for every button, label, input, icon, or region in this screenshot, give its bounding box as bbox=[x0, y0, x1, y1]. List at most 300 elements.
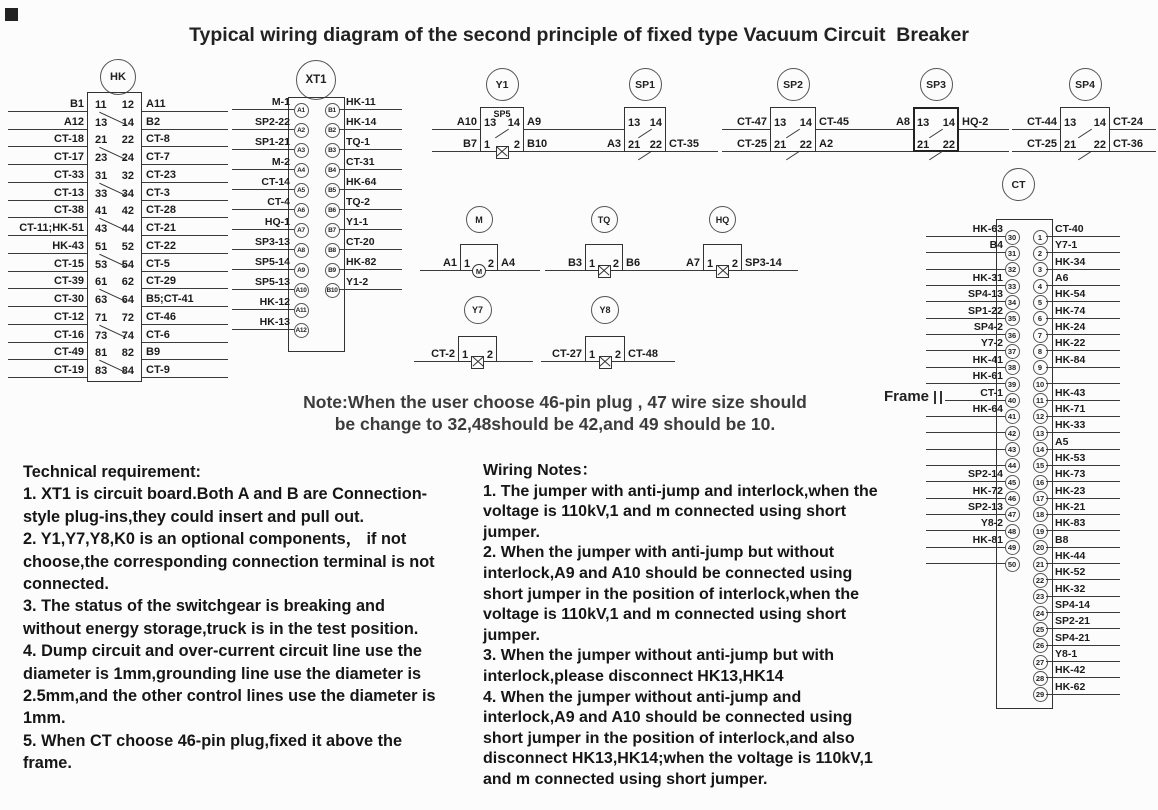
wiring-notes-items bbox=[483, 482, 885, 791]
ct-pin: 26 bbox=[1033, 638, 1048, 653]
wiring-note-item: 3. When the jumper without anti-jump but with interlock,please disconnect HK13,HK14 bbox=[483, 647, 835, 685]
relay-pin-numbers bbox=[460, 258, 498, 276]
relay-left-label: CT-47 bbox=[722, 116, 770, 130]
ct-pin: 14 bbox=[1033, 442, 1048, 457]
relay-pin-number: 1 bbox=[462, 349, 469, 361]
ct-right-wire-label: HK-74 bbox=[1046, 305, 1120, 319]
xt1-pin: A3 bbox=[294, 143, 309, 158]
hk-pin-number: 13 bbox=[95, 116, 108, 129]
note-text bbox=[240, 392, 870, 435]
coil-icon bbox=[496, 146, 509, 159]
page-title: Typical wiring diagram of the second principle of fixed type Vacuum Circuit Breaker bbox=[189, 24, 969, 46]
ct-pin: 17 bbox=[1033, 491, 1048, 506]
hk-row bbox=[8, 236, 230, 254]
relay-right-label: CT-35 bbox=[666, 138, 718, 152]
relay-right-label: CT-36 bbox=[1110, 138, 1156, 152]
relay-circle-label: SP2 bbox=[777, 68, 810, 101]
xt1-pin: B2 bbox=[325, 123, 340, 138]
relay-pin-number: 22 bbox=[799, 139, 812, 151]
ct-pin: 4 bbox=[1033, 279, 1048, 294]
ct-pin: 13 bbox=[1033, 426, 1048, 441]
ct-pin: 16 bbox=[1033, 475, 1048, 490]
hk-row bbox=[8, 343, 230, 361]
relay-pin-number: 13 bbox=[917, 116, 930, 129]
technical-requirements bbox=[23, 461, 444, 775]
relay-hq bbox=[663, 206, 798, 277]
ct-pin: 36 bbox=[1005, 328, 1020, 343]
relay-pin-number: 1 bbox=[707, 258, 714, 270]
hk-left-label: CT-15 bbox=[8, 258, 87, 272]
hk-right-label: CT-23 bbox=[142, 169, 228, 183]
ct-pin: 18 bbox=[1033, 507, 1048, 522]
relay-pin-numbers bbox=[770, 117, 816, 130]
hk-left-label: CT-11;HK-51 bbox=[8, 222, 87, 236]
scan-artifact-square bbox=[5, 8, 18, 21]
xt1-a-wire-label: SP5-13 bbox=[232, 276, 294, 290]
relay-mid-label: SP5 bbox=[493, 108, 511, 119]
ct-left-wire-label bbox=[926, 452, 1006, 466]
hk-right-label: CT-3 bbox=[142, 187, 228, 201]
ct-right-wire-label: HK-21 bbox=[1046, 501, 1120, 515]
ct-left-wire-label: SP2-13 bbox=[926, 501, 1006, 515]
ct-pin: 9 bbox=[1033, 360, 1048, 375]
ct-right-wire-label: HK-34 bbox=[1046, 256, 1120, 270]
note-line-1: Note:When the user choose 46-pin plug , 47 wire size should bbox=[303, 392, 807, 412]
hk-pin-number: 52 bbox=[121, 240, 134, 253]
xt1-pin: B10 bbox=[325, 283, 340, 298]
hk-left-label: CT-12 bbox=[8, 311, 87, 325]
xt1-b-wire-label: Y1-1 bbox=[339, 216, 402, 230]
hk-connector-label: HK bbox=[100, 59, 136, 95]
xt1-b-wire-label: HK-14 bbox=[339, 116, 402, 130]
relay-row bbox=[432, 130, 576, 153]
xt1-pin: B8 bbox=[325, 243, 340, 258]
hk-right-label: CT-46 bbox=[142, 311, 228, 325]
xt1-pin: B3 bbox=[325, 143, 340, 158]
relay-row bbox=[663, 244, 798, 271]
relay-pin-numbers bbox=[585, 349, 625, 362]
hk-left-label: CT-39 bbox=[8, 275, 87, 289]
coil-icon bbox=[716, 265, 729, 278]
relay-pin-number: 21 bbox=[774, 139, 787, 151]
ct-pin: 49 bbox=[1005, 540, 1020, 555]
hk-pin-number: 42 bbox=[121, 205, 134, 218]
note-line-2: be change to 32,48should be 42,and 49 should be 10. bbox=[334, 413, 776, 434]
hk-right-label: CT-21 bbox=[142, 222, 228, 236]
technical-requirement-item: 1. XT1 is circuit board.Both A and B are Connection-style plug-ins,they could insert and pull out. bbox=[23, 485, 428, 526]
hk-right-label: CT-22 bbox=[142, 240, 228, 254]
relay-right-label: B6 bbox=[623, 257, 665, 271]
relay-left-label: A8 bbox=[865, 116, 913, 130]
ct-right-wire-label: HK-52 bbox=[1046, 566, 1120, 580]
relay-pin-numbers bbox=[480, 139, 524, 152]
relay-row bbox=[420, 244, 540, 276]
relay-left-label: A3 bbox=[576, 138, 624, 152]
ct-pin: 21 bbox=[1033, 557, 1048, 572]
relay-pin-number: 2 bbox=[487, 258, 494, 270]
relay-left-label: CT-27 bbox=[541, 348, 585, 362]
relay-pin-number: 2 bbox=[612, 258, 619, 270]
hk-pin-number: 83 bbox=[95, 365, 108, 377]
hk-right-label: CT-7 bbox=[142, 151, 228, 165]
relay-row bbox=[576, 130, 718, 153]
hk-right-label: B9 bbox=[142, 346, 228, 360]
relay-sp2 bbox=[722, 68, 866, 158]
relay-pin-numbers bbox=[703, 258, 742, 271]
motor-icon: M bbox=[472, 264, 486, 278]
ct-pin: 46 bbox=[1005, 491, 1020, 506]
relay-rows bbox=[545, 244, 665, 271]
coil-icon bbox=[599, 356, 612, 369]
relay-pin-number: 14 bbox=[649, 116, 662, 129]
ct-pin: 39 bbox=[1005, 377, 1020, 392]
ct-left-wire-label: HK-64 bbox=[926, 403, 1006, 417]
ct-pin: 3 bbox=[1033, 262, 1048, 277]
ct-left-wire-label bbox=[926, 436, 1006, 450]
ct-left-wire-label: HK-72 bbox=[926, 485, 1006, 499]
hk-pin-numbers bbox=[87, 241, 142, 254]
ct-right-wire-label: HK-73 bbox=[1046, 468, 1120, 482]
ct-right-wire-label: Y8-1 bbox=[1046, 648, 1120, 662]
hk-pin-number: 54 bbox=[121, 258, 134, 271]
hk-pin-numbers bbox=[87, 170, 142, 183]
xt1-b-wire-label: Y1-2 bbox=[339, 276, 402, 290]
relay-pin-numbers bbox=[624, 139, 666, 152]
relay-pin-number: 14 bbox=[507, 116, 520, 129]
xt1-pin: A2 bbox=[294, 123, 309, 138]
relay-right-label bbox=[497, 361, 533, 362]
relay-circle-label: Y1 bbox=[486, 68, 519, 101]
relay-right-label: B10 bbox=[524, 138, 576, 152]
relay-circle-label: TQ bbox=[591, 206, 618, 233]
xt1-a-wire-label: CT-14 bbox=[232, 176, 294, 190]
hk-left-label: CT-19 bbox=[8, 364, 87, 378]
relay-tq bbox=[545, 206, 665, 277]
relay-pin-number: 21 bbox=[628, 139, 641, 151]
xt1-pin: B9 bbox=[325, 263, 340, 278]
xt1-pin: B6 bbox=[325, 203, 340, 218]
relay-y7 bbox=[414, 296, 533, 368]
relay-row bbox=[545, 244, 665, 271]
ct-pin: 6 bbox=[1033, 311, 1048, 326]
relay-pin-number: 21 bbox=[917, 139, 930, 151]
contact-blade-icon bbox=[929, 151, 943, 161]
hk-pin-number: 72 bbox=[121, 311, 134, 324]
relay-pin-numbers bbox=[913, 117, 959, 130]
contact-blade-icon bbox=[638, 151, 652, 161]
xt1-a-wire-label: HQ-1 bbox=[232, 216, 294, 230]
relay-left-label: A10 bbox=[432, 116, 480, 130]
xt1-b-wire-label: HK-82 bbox=[339, 256, 402, 270]
xt1-a-wire-label: M-1 bbox=[232, 96, 294, 110]
xt1-connector-label: XT1 bbox=[296, 60, 336, 100]
hk-pin-number: 31 bbox=[95, 169, 108, 182]
hk-right-label: CT-29 bbox=[142, 275, 228, 289]
hk-right-label: CT-6 bbox=[142, 329, 228, 343]
ct-right-wire-label: HK-62 bbox=[1046, 681, 1120, 695]
wiring-notes-heading: Wiring Notes： bbox=[483, 462, 598, 479]
hk-left-label: CT-38 bbox=[8, 204, 87, 218]
hk-pin-number: 82 bbox=[121, 347, 134, 360]
xt1-a-wire-label: HK-13 bbox=[232, 316, 294, 330]
ct-right-wire-label: HK-84 bbox=[1046, 354, 1120, 368]
xt1-pin: B5 bbox=[325, 183, 340, 198]
relay-pin-number: 2 bbox=[486, 349, 493, 361]
ct-left-wire-label: Y8-2 bbox=[926, 517, 1006, 531]
xt1-a-wire-label: SP2-22 bbox=[232, 116, 294, 130]
ct-pin: 20 bbox=[1033, 540, 1048, 555]
hk-left-label: CT-33 bbox=[8, 169, 87, 183]
relay-m bbox=[420, 206, 540, 277]
ct-right-wire-label: HK-53 bbox=[1046, 452, 1120, 466]
ct-left-wire-label: SP1-22 bbox=[926, 305, 1006, 319]
hk-pin-number: 64 bbox=[121, 294, 134, 306]
ct-pin: 45 bbox=[1005, 475, 1020, 490]
ct-pin: 29 bbox=[1033, 687, 1048, 702]
relay-row bbox=[541, 336, 675, 362]
relay-row bbox=[722, 107, 866, 130]
xt1-pin: A7 bbox=[294, 223, 309, 238]
relay-pin-number: 22 bbox=[942, 139, 955, 151]
wiring-note-item: 1. The jumper with anti-jump and interlock,when the voltage is 110kV,1 and m connected using short jumper. bbox=[483, 482, 878, 541]
relay-y1 bbox=[432, 68, 576, 158]
relay-rows bbox=[414, 336, 533, 362]
coil-icon bbox=[598, 265, 611, 278]
relay-left-label: B3 bbox=[545, 257, 585, 271]
relay-pin-numbers bbox=[1060, 139, 1110, 152]
ct-pin: 32 bbox=[1005, 262, 1020, 277]
relay-pin-number: 1 bbox=[464, 258, 471, 270]
hk-pin-number: 14 bbox=[121, 116, 134, 129]
ct-right-wire-label: B8 bbox=[1046, 534, 1120, 548]
ct-pin: 15 bbox=[1033, 458, 1048, 473]
relay-left-label bbox=[576, 129, 624, 130]
ct-left-wire-label: CT-1 bbox=[945, 387, 1006, 401]
hk-left-label: CT-17 bbox=[8, 151, 87, 165]
relay-circle-label: Y8 bbox=[591, 296, 619, 324]
relay-left-label bbox=[865, 151, 913, 152]
relay-pin-numbers bbox=[913, 139, 959, 152]
ct-right-wire-label: SP4-21 bbox=[1046, 632, 1120, 646]
relay-right-label: CT-24 bbox=[1110, 116, 1156, 130]
xt1-pin: A12 bbox=[294, 323, 309, 338]
relay-row bbox=[432, 107, 576, 130]
ct-left-wire-label bbox=[926, 550, 1006, 564]
hk-left-label: CT-13 bbox=[8, 187, 87, 201]
ct-right-wire-label: HK-42 bbox=[1046, 664, 1120, 678]
technical-requirement-item: 3. The status of the switchgear is breaking and without energy storage,truck is in the test position. bbox=[23, 597, 419, 638]
ct-right-wire-label: HK-24 bbox=[1046, 321, 1120, 335]
relay-pin-number: 13 bbox=[1064, 116, 1077, 129]
wiring-note-item: 2. When the jumper with anti-jump but without interlock,A9 and A10 should be connected using short jumper in the position of interlock,when the voltage is 110kV,1 and m connected using short jumper. bbox=[483, 544, 860, 644]
technical-requirement-item: 4. Dump circuit and over-current circuit line use the diameter is 1mm,grounding line use the diameter is 2.5mm,and the other control lines use the diameter is 1mm. bbox=[23, 642, 436, 728]
ct-pin: 22 bbox=[1033, 573, 1048, 588]
relay-pin-number: 13 bbox=[628, 116, 641, 129]
hk-left-label: B1 bbox=[8, 98, 87, 112]
relay-pin-numbers bbox=[458, 349, 497, 362]
relay-pin-number: 14 bbox=[1093, 116, 1106, 129]
ct-pin: 40 bbox=[1005, 393, 1020, 408]
hk-pin-number: 33 bbox=[95, 187, 108, 200]
ct-left-wire-label bbox=[926, 256, 1006, 270]
relay-pin-number: 21 bbox=[1064, 139, 1077, 151]
hk-pin-numbers bbox=[87, 99, 142, 112]
hk-connector-block bbox=[8, 71, 230, 392]
relay-circle-label: Y7 bbox=[464, 296, 492, 324]
relay-right-label: A4 bbox=[498, 257, 540, 271]
hk-pin-numbers bbox=[87, 276, 142, 289]
hk-right-label: CT-5 bbox=[142, 258, 228, 272]
relay-pin-number: 13 bbox=[774, 116, 787, 129]
relay-row bbox=[414, 336, 533, 362]
ct-pin: 44 bbox=[1005, 458, 1020, 473]
hk-pin-number: 32 bbox=[121, 169, 134, 182]
relay-left-label: A1 bbox=[420, 257, 460, 271]
hk-pin-number: 43 bbox=[95, 223, 108, 235]
technical-requirements-items bbox=[23, 483, 444, 774]
ct-pin: 30 bbox=[1005, 230, 1020, 245]
relay-circle-label: M bbox=[466, 206, 493, 233]
ct-left-wire-label: HK-61 bbox=[926, 370, 1006, 384]
xt1-pin: B7 bbox=[325, 223, 340, 238]
hk-right-label: CT-8 bbox=[142, 133, 228, 147]
relay-y8 bbox=[541, 296, 675, 368]
relay-pin-number: 1 bbox=[589, 258, 596, 270]
hk-left-label: CT-30 bbox=[8, 293, 87, 307]
ct-right-wire-label: SP4-14 bbox=[1046, 599, 1120, 613]
ct-pin: 28 bbox=[1033, 671, 1048, 686]
ct-left-wire-label bbox=[926, 419, 1006, 433]
xt1-a-wire-label: HK-12 bbox=[232, 296, 294, 310]
ct-pin: 48 bbox=[1005, 524, 1020, 539]
xt1-a-wire-label: M-2 bbox=[232, 156, 294, 170]
xt1-pin: B4 bbox=[325, 163, 340, 178]
ct-connector-label: CT bbox=[1002, 168, 1035, 201]
hk-left-label: HK-43 bbox=[8, 240, 87, 254]
relay-pin-numbers bbox=[770, 139, 816, 152]
ct-right-wire-label bbox=[1046, 370, 1120, 384]
ct-pin: 5 bbox=[1033, 295, 1048, 310]
xt1-b-wire-label: HK-64 bbox=[339, 176, 402, 190]
ct-pin: 2 bbox=[1033, 246, 1048, 261]
xt1-pin: A5 bbox=[294, 183, 309, 198]
ct-pin: 24 bbox=[1033, 606, 1048, 621]
hk-pin-number: 62 bbox=[121, 276, 134, 289]
hk-row bbox=[8, 201, 230, 219]
ct-right-wire-label: Y7-1 bbox=[1046, 239, 1120, 253]
ct-pin: 33 bbox=[1005, 279, 1020, 294]
relay-right-label: CT-45 bbox=[816, 116, 866, 130]
relay-rows bbox=[865, 107, 1009, 152]
relay-pin-numbers bbox=[1060, 117, 1110, 130]
hk-row bbox=[8, 272, 230, 290]
xt1-pin: A11 bbox=[294, 303, 309, 318]
ct-pin: 1 bbox=[1033, 230, 1048, 245]
hk-pin-number: 81 bbox=[95, 347, 108, 360]
ct-left-wire-label: HK-31 bbox=[926, 272, 1006, 286]
ct-right-wire-label: HK-23 bbox=[1046, 485, 1120, 499]
relay-pin-number: 1 bbox=[589, 349, 596, 361]
hk-pin-number: 63 bbox=[95, 294, 108, 306]
relay-left-label: A7 bbox=[663, 257, 703, 271]
hk-pin-number: 84 bbox=[121, 365, 134, 377]
relay-left-label: CT-44 bbox=[1012, 116, 1060, 130]
hk-row bbox=[8, 130, 230, 148]
ct-pin: 50 bbox=[1005, 557, 1020, 572]
ct-pin: 8 bbox=[1033, 344, 1048, 359]
xt1-b-wire-label: HK-11 bbox=[339, 96, 402, 110]
relay-pin-number: 1 bbox=[484, 139, 491, 151]
contact-blade-icon bbox=[1078, 151, 1092, 161]
hk-pin-numbers bbox=[87, 312, 142, 325]
relay-row bbox=[865, 107, 1009, 130]
ct-left-wire-label: Y7-2 bbox=[926, 337, 1006, 351]
hk-pin-number: 71 bbox=[95, 311, 108, 324]
relay-right-label: A9 bbox=[524, 116, 576, 130]
ct-left-wire-label: HK-63 bbox=[926, 223, 1006, 237]
relay-pin-number: 2 bbox=[614, 349, 621, 361]
ct-right-wire-label: HK-22 bbox=[1046, 337, 1120, 351]
wiring-notes bbox=[483, 461, 885, 791]
xt1-a-wire-label: CT-4 bbox=[232, 196, 294, 210]
ct-right-wire-label: A6 bbox=[1046, 272, 1120, 286]
hk-pin-number: 74 bbox=[121, 329, 134, 342]
relay-pin-number: 22 bbox=[649, 139, 662, 151]
relay-sp4 bbox=[1012, 68, 1156, 158]
ct-pin: 35 bbox=[1005, 311, 1020, 326]
ct-pin: 27 bbox=[1033, 655, 1048, 670]
relay-pin-number: 13 bbox=[484, 116, 497, 129]
technical-requirements-heading: Technical requirement: bbox=[23, 463, 201, 481]
relay-pin-numbers bbox=[624, 117, 666, 130]
hk-pin-number: 61 bbox=[95, 276, 108, 289]
xt1-pin: A10 bbox=[294, 283, 309, 298]
ct-left-wire-label: B4 bbox=[926, 239, 1006, 253]
hk-pin-number: 41 bbox=[95, 205, 108, 218]
relay-rows bbox=[663, 244, 798, 271]
relay-left-label: CT-25 bbox=[722, 138, 770, 152]
hk-pin-number: 34 bbox=[121, 187, 134, 200]
relay-circle-label: SP3 bbox=[920, 68, 953, 101]
relay-right-label: SP3-14 bbox=[742, 257, 798, 271]
ct-pin: 10 bbox=[1033, 377, 1048, 392]
contact-blade-icon bbox=[786, 151, 800, 161]
relay-row bbox=[1012, 107, 1156, 130]
hk-pin-number: 21 bbox=[95, 134, 108, 147]
hk-pin-number: 11 bbox=[95, 98, 107, 111]
hk-pin-numbers bbox=[87, 347, 142, 360]
relay-right-label: HQ-2 bbox=[959, 116, 1009, 130]
relay-circle-label: SP1 bbox=[629, 68, 662, 101]
ct-right-wire-label: SP2-21 bbox=[1046, 615, 1120, 629]
hk-left-label: CT-49 bbox=[8, 346, 87, 360]
ct-connector-block bbox=[880, 166, 1142, 731]
ct-pin: 42 bbox=[1005, 426, 1020, 441]
xt1-pin: A1 bbox=[294, 103, 309, 118]
relay-pin-number: 2 bbox=[513, 139, 520, 151]
hk-right-label: CT-28 bbox=[142, 204, 228, 218]
hk-right-label: B5;CT-41 bbox=[142, 293, 228, 307]
xt1-connector-block bbox=[230, 60, 410, 360]
ct-right-wire-label: HK-32 bbox=[1046, 583, 1120, 597]
xt1-pin: A4 bbox=[294, 163, 309, 178]
ct-pin: 38 bbox=[1005, 360, 1020, 375]
relay-left-label: CT-2 bbox=[414, 348, 458, 362]
relay-right-label bbox=[959, 151, 1009, 152]
relay-rows bbox=[576, 107, 718, 152]
ct-pin: 34 bbox=[1005, 295, 1020, 310]
ct-left-wire-label: HK-41 bbox=[926, 354, 1006, 368]
